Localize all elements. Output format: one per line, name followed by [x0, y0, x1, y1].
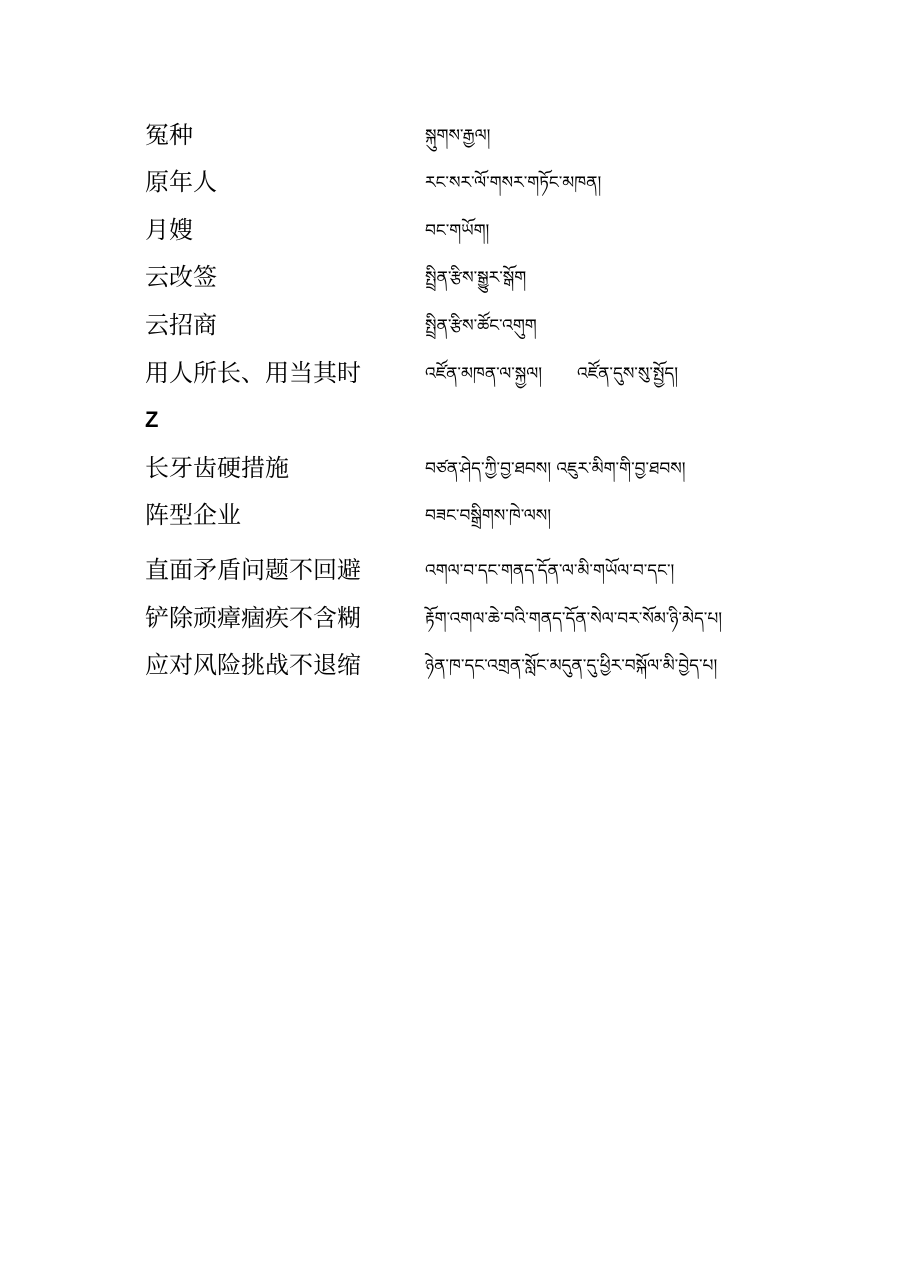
section-heading-row — [0, 405, 909, 445]
chinese-term: 冤种 — [145, 121, 193, 149]
glossary-row — [0, 650, 909, 690]
tibetan-translation: སྐུགས་རྒྱལ། — [425, 126, 491, 146]
chinese-term: 云改签 — [145, 263, 217, 291]
tibetan-translation: རང་སར་ལོ་གསར་གཏོང་མཁན། — [425, 173, 602, 193]
tibetan-translation: བཙན་ཤེད་ཀྱི་བྱ་ཐབས། འཇུར་མིག་གི་བྱ་ཐབས། — [425, 459, 686, 479]
glossary-row — [0, 120, 909, 160]
chinese-term: 月嫂 — [145, 216, 193, 244]
tibetan-translation: བང་གཡོག། — [425, 221, 490, 241]
chinese-term: 用人所长、用当其时 — [145, 359, 361, 387]
section-letter: Z — [145, 407, 159, 432]
glossary-row — [0, 500, 909, 540]
glossary-row — [0, 603, 909, 643]
glossary-row — [0, 262, 909, 302]
glossary-row — [0, 358, 909, 398]
chinese-term: 直面矛盾问题不回避 — [145, 556, 361, 584]
tibetan-translation: འགལ་བ་དང་གནད་དོན་ལ་མི་གཡོལ་བ་དང་། — [425, 561, 675, 581]
tibetan-translation: ཉེན་ཁ་དང་འགྲན་སློང་མདུན་དུ་ཕྱིར་བསྐོལ་མི་བྱེད་པ། — [425, 656, 718, 676]
chinese-term: 应对风险挑战不退缩 — [145, 651, 361, 679]
chinese-term: 原年人 — [145, 168, 217, 196]
tibetan-translation-second: འཛོན་དུས་སུ་སྤྱོད། — [577, 364, 679, 384]
glossary-row — [0, 215, 909, 255]
tibetan-translation: བཟང་བསྒྲིགས་ཁེ་ལས། — [425, 506, 552, 526]
glossary-row — [0, 453, 909, 493]
tibetan-translation: རྟོག་འགལ་ཆེ་བའི་གནད་དོན་སེལ་བར་སོམ་ཉི་མེད་པ། — [425, 609, 723, 629]
chinese-term: 阵型企业 — [145, 501, 241, 529]
chinese-term: 铲除顽瘴痼疾不含糊 — [145, 604, 361, 632]
chinese-term: 云招商 — [145, 311, 217, 339]
tibetan-translation: སྤྲིན་རྩིས་སྒྱུར་སྒོག — [425, 268, 527, 288]
chinese-term: 长牙齿硬措施 — [145, 454, 289, 482]
tibetan-translation: སྤྲིན་རྩིས་ཚོང་འགུག — [425, 316, 537, 336]
glossary-row — [0, 555, 909, 595]
tibetan-translation: འཛོན་མཁན་ལ་སྐྱལ། — [425, 364, 543, 384]
glossary-row — [0, 167, 909, 207]
glossary-row — [0, 310, 909, 350]
